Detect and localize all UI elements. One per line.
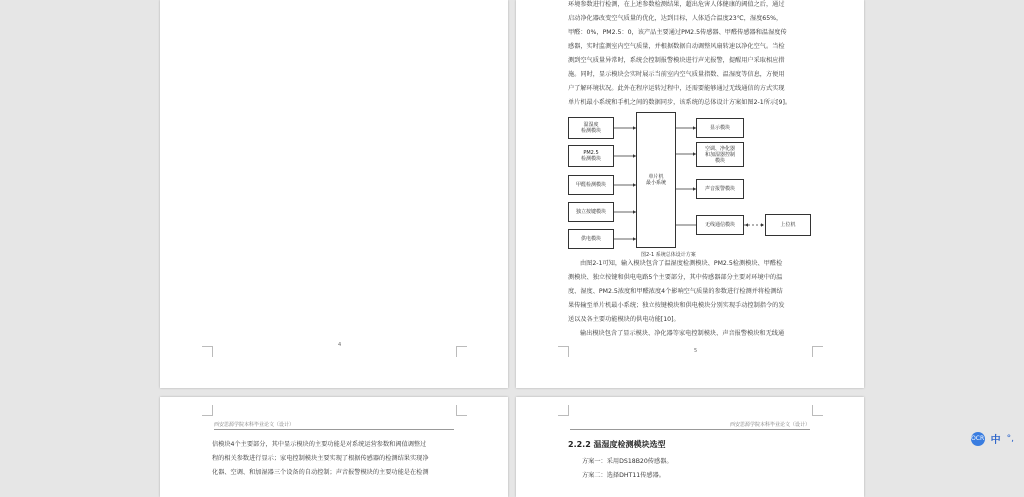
page-number: 5: [694, 348, 698, 354]
text-line: 送以及各主要功能模块的供电功能[10]。: [568, 316, 680, 323]
text-line: 户了解环境状况。此外在程序运转过程中，还需要能够通过无线通信的方式实现: [568, 85, 785, 92]
crop-mark: [812, 405, 823, 416]
document-page-3: [160, 397, 508, 497]
document-page-2: [516, 0, 864, 388]
section-heading: 2.2.2 温湿度检测模块选型: [568, 440, 666, 449]
text-line: 果传输至单片机最小系统；独立按键模块和供电模块分别实现手动控制指令的发: [568, 302, 785, 309]
text-line: 输出模块包含了显示模块、净化器等家电控制模块、声音报警模块和无线通: [580, 330, 785, 337]
ime-language-toggle[interactable]: 中: [990, 435, 1001, 446]
text-line: 化器、空调、和加湿器三个设备的自动控制；声音报警模块的主要功能是在检测: [212, 469, 429, 476]
crop-mark: [558, 405, 569, 416]
crop-mark: [456, 405, 467, 416]
crop-mark: [558, 346, 569, 357]
text-line: 信模块4个主要部分，其中显示模块的主要功能是对系统运营参数和阈值调整过: [212, 441, 427, 448]
output-box-display: 显示模块: [696, 118, 744, 138]
input-box-temp-humidity: 温湿度 检测模块: [568, 117, 614, 139]
page-number: 4: [338, 342, 342, 348]
document-page-4: [516, 397, 864, 497]
input-box-power: 供电模块: [568, 229, 614, 249]
page-header: 西安思源学院本科毕业论文（设计）: [570, 421, 810, 430]
mcu-box: 单片机 最小系统: [636, 112, 676, 248]
text-line: 测模块、独立按键和供电电路5个主要部分，其中传感器部分主要对环境中的温: [568, 274, 783, 281]
page-header: 西安思源学院本科毕业论文（设计）: [214, 421, 454, 430]
input-box-formaldehyde: 甲醛检测模块: [568, 175, 614, 195]
crop-mark: [202, 346, 213, 357]
ime-punctuation-toggle[interactable]: °,: [1006, 433, 1014, 444]
text-line: 单片机最小系统和手机之间的数据同步，该系统的总体设计方案如图2-1所示[9]。: [568, 99, 792, 106]
output-box-appliance: 空调、净化器 和加湿器控制 模块: [696, 142, 744, 167]
output-box-alarm: 声音报警模块: [696, 179, 744, 199]
text-line: 甲醛：0%，PM2.5：0，该产品主要通过PM2.5传感器、甲醛传感器和温湿度传: [568, 29, 787, 36]
crop-mark: [812, 346, 823, 357]
text-line: 程的相关参数进行显示；家电控制模块主要实现了根据传感器的检测结果实现净: [212, 455, 429, 462]
text-line: 启动净化器改变空气质量的优化，达到目标，人体适合温度23℃，湿度65%，: [568, 15, 783, 22]
remote-box: 上位机: [765, 214, 811, 236]
text-line: 方案一：采用DS18B20传感器。: [582, 458, 673, 465]
crop-mark: [202, 405, 213, 416]
text-line: 度、湿度、PM2.5浓度和甲醛浓度4个影响空气质量的参数进行检测并将检测结: [568, 288, 783, 295]
text-line: 测到空气质量异常时，系统会控制报警模块进行声光报警，提醒用户采取相应措: [568, 57, 785, 64]
text-line: 感器，实时监测室内空气质量，并根据数据自动调整风扇转速以净化空气。当检: [568, 43, 785, 50]
input-box-pm25: PM2.5 检测模块: [568, 145, 614, 167]
text-line: 方案二：选择DHT11传感器。: [582, 472, 665, 479]
crop-mark: [456, 346, 467, 357]
figure-caption: 图2-1 系统总体设计方案: [641, 252, 696, 258]
text-line: 环境参数进行检测，在上述参数检测结果，超出危害人体健康的阈值之后，通过: [568, 1, 785, 8]
text-line: 由图2-1可知，输入模块包含了温湿度检测模块、PM2.5检测模块、甲醛检: [580, 260, 783, 267]
text-line: 施。同时，显示模块会实时展示当前室内空气质量指数、温湿度等信息，方便用: [568, 71, 785, 78]
document-page-1: [160, 0, 508, 388]
input-box-button: 独立按键模块: [568, 202, 614, 222]
ime-toolbar[interactable]: [971, 431, 1014, 446]
output-box-wireless: 无线通信模块: [696, 215, 744, 235]
ocr-button[interactable]: OCR: [971, 432, 985, 446]
